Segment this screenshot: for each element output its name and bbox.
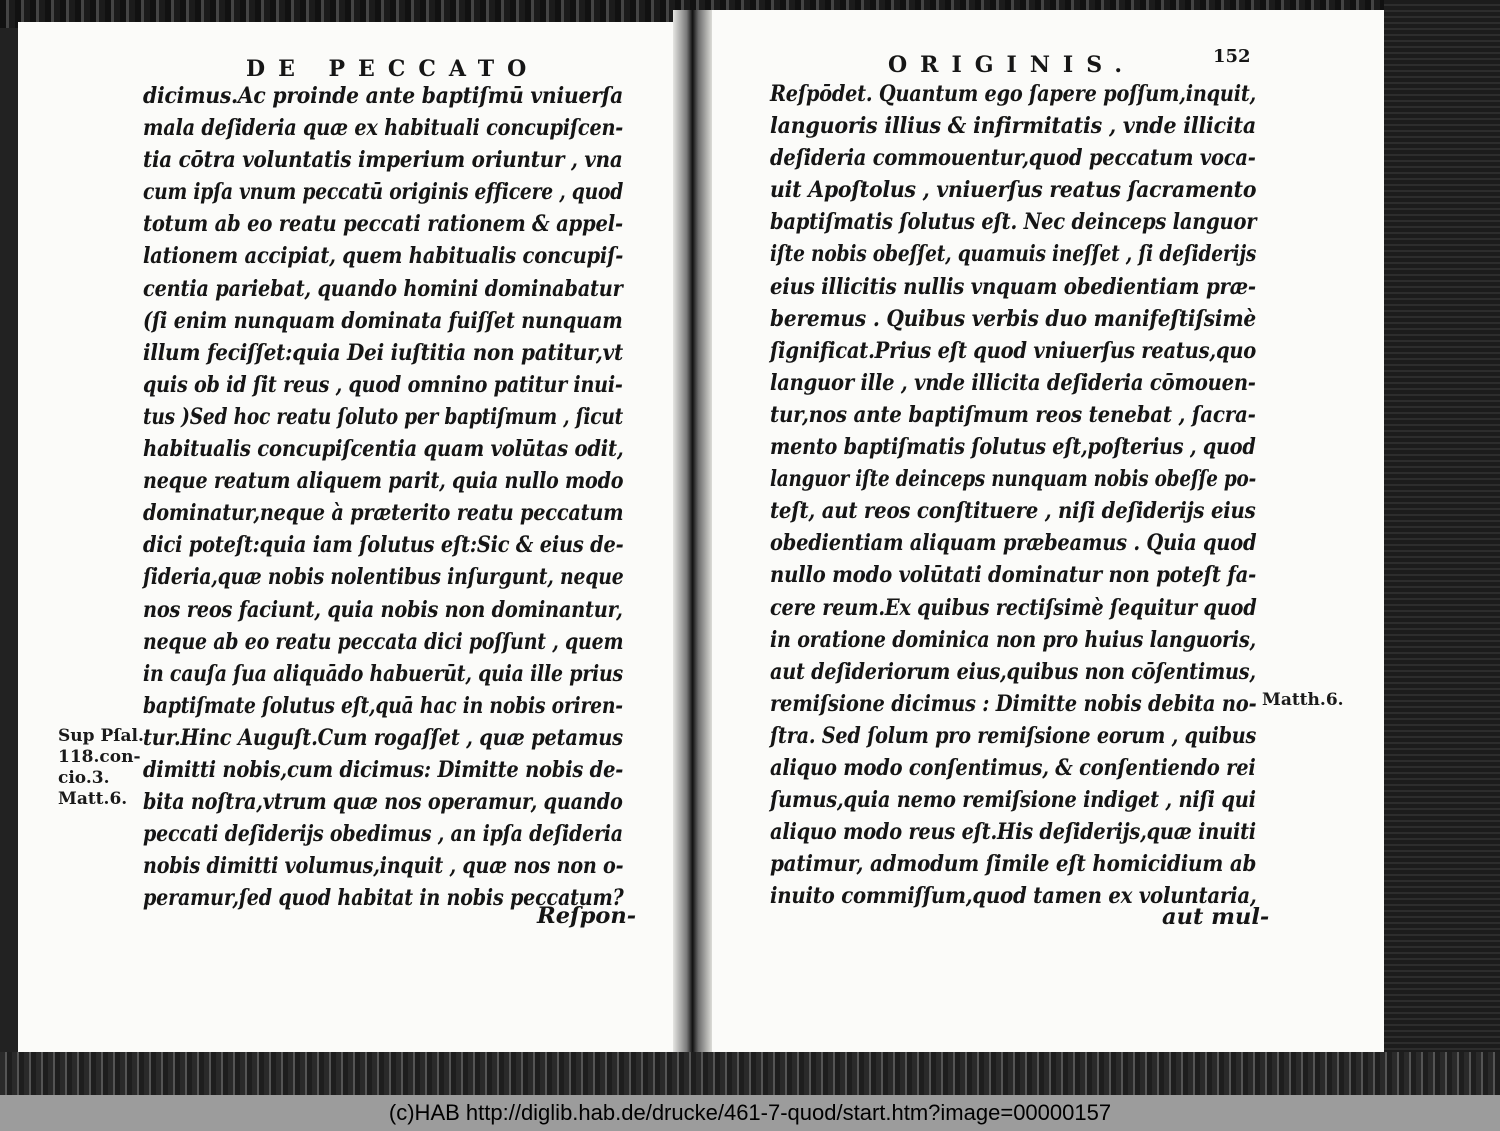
text-line: patimur, admodum ſimile eſt homicidium ab xyxy=(770,851,1257,878)
left-marginal-note xyxy=(58,726,144,810)
text-line: in cauſa ſua aliquādo habuerūt, quia ille prius xyxy=(143,660,623,687)
text-line: Reſpōdet. Quantum ego ſapere poſſum,inquit, xyxy=(770,81,1257,107)
book-gutter xyxy=(673,10,712,1070)
text-line: languoris illius & infirmitatis , vnde illicita xyxy=(770,113,1256,140)
text-line: baptiſmate ſolutus eſt,quā hac in nobis oriren- xyxy=(143,692,623,719)
text-line: mala deſideria quæ ex habituali concupiſcen- xyxy=(143,115,624,142)
footer-credit: (c)HAB http://diglib.hab.de/drucke/461-7-quod/start.htm?image=00000157 xyxy=(388,1100,1112,1125)
text-line: dimitti nobis,cum dicimus: Dimitte nobis de- xyxy=(143,756,624,783)
left-catchword: Reſpon- xyxy=(537,903,637,929)
text-line: tia cōtra voluntatis imperium oriuntur , vna xyxy=(143,147,623,174)
text-line: baptiſmatis ſolutus eſt. Nec deinceps languor xyxy=(770,209,1257,236)
text-line: deſideria commouentur,quod peccatum voca- xyxy=(770,145,1256,172)
text-line: nullo modo volūtati dominatur non poteſt fa- xyxy=(770,562,1257,589)
right-catchword: aut mul- xyxy=(1162,904,1270,930)
text-line: illum feciſſet:quia Dei iuſtitia non patitur,vt xyxy=(143,339,623,366)
text-line: peccati deſiderijs obedimus , an ipſa deſideria xyxy=(143,821,623,848)
text-line: dicimus.Ac proinde ante baptiſmū vniuerſa xyxy=(143,83,624,109)
text-line: bita noſtra,vtrum quæ nos operamur, quando xyxy=(143,789,623,816)
text-line: neque reatum aliquem parit, quia nullo modo xyxy=(143,468,624,495)
text-line: ſtra. Sed ſolum pro remiſsione eorum , quibus xyxy=(770,722,1257,749)
text-line: dominatur,neque à præterito reatu peccatum xyxy=(143,500,624,527)
left-running-head: DE PECCATO xyxy=(246,56,540,82)
text-line: dici poteſt:quia iam ſolutus eſt:Sic & eius de- xyxy=(143,532,624,559)
marginal-note-line: 118.con- xyxy=(58,747,141,767)
page-number: 152 xyxy=(1213,46,1251,67)
right-running-head: ORIGINIS. xyxy=(888,52,1135,78)
marginal-note-line: Sup Pſal. xyxy=(58,726,144,746)
marginal-note-line: Matth.6. xyxy=(1262,690,1344,710)
text-line: (ſi enim nunquam dominata fuiſſet nunquam xyxy=(143,307,623,334)
text-line: aut deſideriorum eius,quibus non cōſentimus, xyxy=(770,658,1256,685)
text-line: tur.Hinc Auguſt.Cum rogaſſet , quæ petamus xyxy=(143,724,623,751)
text-line: tur,nos ante baptiſmum reos tenebat , ſacra- xyxy=(770,401,1256,428)
text-line: languor ille , vnde illicita deſideria cōmouen- xyxy=(770,369,1256,396)
footer-bar xyxy=(0,1095,1500,1131)
text-line: neque ab eo reatu peccata dici poſſunt , quem xyxy=(143,628,624,655)
text-line: inuito commiſſum,quod tamen ex voluntaria, xyxy=(770,883,1257,910)
text-line: lationem accipiat, quem habitualis concupiſ- xyxy=(143,243,624,270)
right-marginal-note xyxy=(1262,690,1344,711)
text-line: uit Apoſtolus , vniuerſus reatus ſacramento xyxy=(770,177,1257,204)
text-line: cum ipſa vnum peccatū originis efficere , quod xyxy=(143,179,624,206)
text-line: eius illicitis nullis vnquam obedientiam præ- xyxy=(770,273,1256,300)
text-line: nobis dimitti volumus,inquit , quæ nos non o- xyxy=(143,853,624,880)
text-line: habitualis concupiſcentia quam volūtas odit, xyxy=(143,436,624,463)
book-right-edge xyxy=(1384,0,1500,1095)
text-line: teſt, aut reos conſtituere , niſi deſiderijs eius xyxy=(770,498,1256,525)
right-text-block xyxy=(770,78,1256,912)
text-line: languor iſte deinceps nunquam nobis obeſſe po- xyxy=(770,466,1257,493)
text-line: totum ab eo reatu peccati rationem & appel- xyxy=(143,211,623,238)
text-line: beremus . Quibus verbis duo manifeſtiſsimè xyxy=(770,305,1257,332)
text-line: tus )Sed hoc reatu ſoluto per baptiſmum , ſicut xyxy=(143,403,624,430)
text-line: aliquo modo reus eſt.His deſiderijs,quæ inuiti xyxy=(770,819,1256,846)
marginal-note-line: Matt.6. xyxy=(58,789,128,809)
text-line: peramur,ſed quod habitat in nobis peccatum? xyxy=(143,885,624,912)
text-line: aliquo modo conſentimus, & conſentiendo rei xyxy=(770,754,1256,781)
text-line: ſumus,quia nemo remiſsione indiget , niſi qui xyxy=(770,787,1256,814)
text-line: mento baptiſmatis ſolutus eſt,poſterius , quod xyxy=(770,434,1256,461)
text-line: obedientiam aliquam præbeamus . Quia quod xyxy=(770,530,1257,557)
text-line: cere reum.Ex quibus rectiſsimè ſequitur quod xyxy=(770,594,1257,621)
text-line: iſte nobis obeſſet, quamuis ineſſet , ſi deſiderijs xyxy=(770,241,1257,268)
text-line: nos reos faciunt, quia nobis non dominantur, xyxy=(143,596,623,623)
book-bottom-edge xyxy=(0,1052,1500,1095)
text-line: in oratione dominica non pro huius languoris, xyxy=(770,626,1257,653)
text-line: quis ob id ſit reus , quod omnino patitur inui- xyxy=(143,371,623,398)
text-line: ſideria,quæ nobis nolentibus inſurgunt, neque xyxy=(143,564,624,591)
text-line: remiſsione dicimus : Dimitte nobis debita no- xyxy=(770,690,1257,717)
text-line: centia pariebat, quando homini dominabatur xyxy=(143,275,623,302)
text-line: ſignificat.Prius eſt quod vniuerſus reatus,quo xyxy=(770,337,1257,364)
marginal-note-line: cio.3. xyxy=(58,768,110,788)
left-text-block xyxy=(143,80,623,914)
